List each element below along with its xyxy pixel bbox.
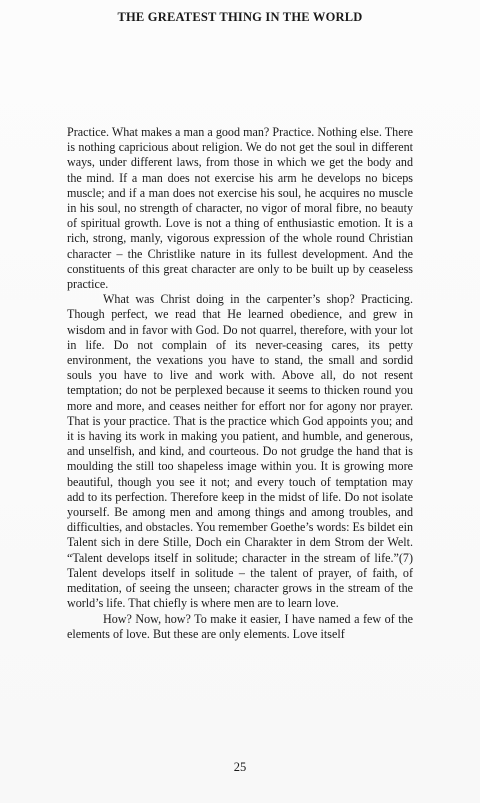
body-text — [67, 125, 413, 642]
paragraph-3: How? Now, how? To make it easier, I have named a few of the elements of love. But these are only elements. Love itself — [67, 611, 413, 641]
running-header: THE GREATEST THING IN THE WORLD — [117, 10, 363, 24]
page-number: 25 — [233, 760, 247, 774]
paragraph-2: What was Christ doing in the carpenter’s shop? Practicing. Though perfect, we read that He learned obedience, and grew in wisdom and in favor with God. Do not quarrel, therefore, with your lot in life. Do not complain of its never-ceasing cares, its petty environment, the vexations you have to stand, the small and sordid souls you have to live and work with. Above all, do not resent temptation; do not be perplexed because it seems to thicken round you more and more, and ceases neither for effort nor for agony nor prayer. That is your practice. That is the practice which God appoints you; and it is having its work in making you patient, and humble, and generous, and unselfish, and kind, and courteous. Do not grudge the hand that is moulding the still too shapeless image within you. It is growing more beautiful, though you see it not; and every touch of temptation may add to its perfection. Therefore keep in the midst of life. Do not isolate yourself. Be among men and among things and among troubles, and difficulties, and obstacles. You remember Goethe’s words: Es bildet ein Talent sich in dere Stille, Doch ein Charakter in dem Strom der Welt. “Talent develops itself in solitude; character in the stream of life.”(7) Talent develops itself in solitude – the talent of prayer, of faith, of meditation, of seeing the unseen; character grows in the stream of the world’s life. That chiefly is where men are to learn love. — [67, 292, 413, 611]
paragraph-1: Practice. What makes a man a good man? Practice. Nothing else. There is nothing capricious about religion. We do not get the soul in different ways, under different laws, from those in which we get the body and the mind. If a man does not exercise his arm he develops no biceps muscle; and if a man does not exercise his soul, he acquires no muscle in his soul, no strength of character, no vigor of moral fibre, no beauty of spiritual growth. Love is not a thing of enthusiastic emotion. It is a rich, strong, manly, vigorous expression of the whole round Christian character – the Christlike nature in its fullest development. And the constituents of this great character are only to be built up by ceaseless practice. — [67, 125, 413, 292]
